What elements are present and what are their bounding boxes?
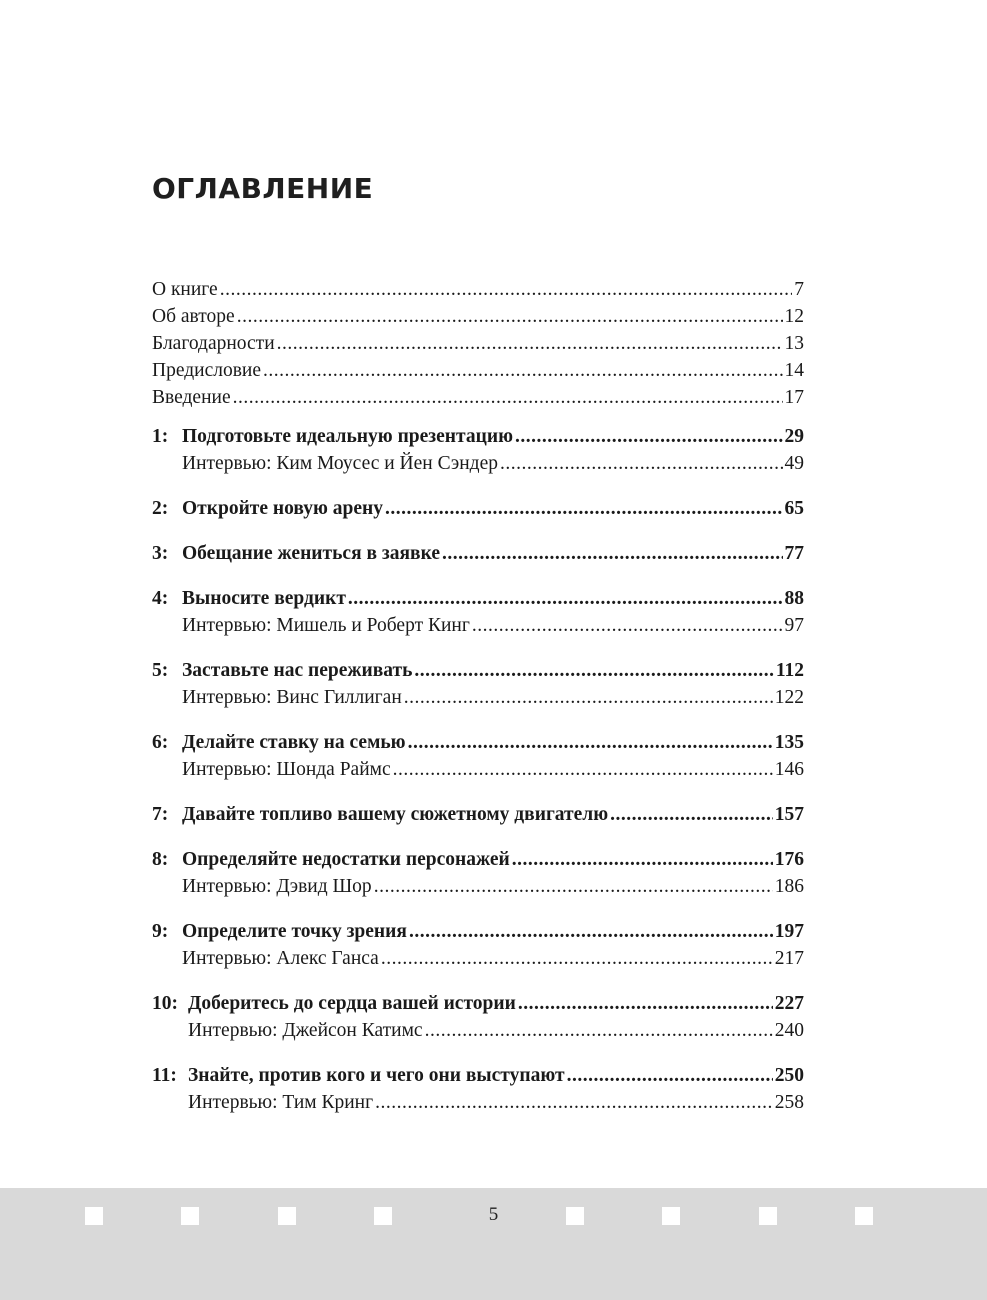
chapter-group: [152, 423, 804, 477]
chapter-number: 5:: [152, 660, 169, 681]
interview-label: Интервью: Алекс Ганса: [182, 948, 379, 969]
chapter-number: 8:: [152, 849, 169, 870]
interview-label: Интервью: Дэвид Шор: [182, 876, 372, 897]
chapter-group: [152, 801, 804, 828]
interview-page: 146: [774, 759, 804, 780]
chapter-page: 112: [775, 660, 804, 681]
chapter-entry[interactable]: [152, 423, 804, 450]
chapter-page: 176: [774, 849, 804, 870]
dot-leader: [425, 1017, 773, 1044]
dot-leader: [408, 729, 773, 756]
table-of-contents: [152, 276, 804, 1116]
dot-leader: [381, 945, 773, 972]
chapter-number: 1:: [152, 426, 169, 447]
page-title: ОГЛАВЛЕНИЕ: [152, 172, 374, 205]
chapter-page: 65: [784, 498, 804, 519]
chapter-number: 2:: [152, 498, 169, 519]
chapter-group: [152, 657, 804, 711]
chapter-number: 4:: [152, 588, 169, 609]
chapter-group: [152, 729, 804, 783]
interview-page: 240: [774, 1020, 804, 1041]
chapter-title: Выносите вердикт: [182, 588, 346, 609]
chapter-number: 6:: [152, 732, 169, 753]
interview-entry[interactable]: [152, 756, 804, 783]
dot-leader: [518, 990, 773, 1017]
chapter-entry[interactable]: [152, 801, 804, 828]
footer-square-icon: [759, 1207, 777, 1225]
dot-leader: [472, 612, 783, 639]
dot-leader: [385, 495, 782, 522]
chapter-title: Делайте ставку на семью: [182, 732, 406, 753]
interview-entry[interactable]: [152, 873, 804, 900]
chapter-page: 135: [774, 732, 804, 753]
chapter-entry[interactable]: [152, 540, 804, 567]
toc-entry-page: 12: [784, 306, 804, 327]
chapter-title: Заставьте нас переживать: [182, 660, 413, 681]
chapter-entry[interactable]: [152, 990, 804, 1017]
interview-label: Интервью: Ким Моусес и Йен Сэндер: [182, 453, 498, 474]
dot-leader: [393, 756, 773, 783]
interview-page: 49: [784, 453, 804, 474]
chapter-page: 157: [774, 804, 804, 825]
toc-entry-label: Введение: [152, 387, 231, 408]
chapter-page: 227: [774, 993, 804, 1014]
toc-entry-page: 13: [784, 333, 804, 354]
dot-leader: [348, 585, 783, 612]
chapter-title: Определите точку зрения: [182, 921, 407, 942]
dot-leader: [220, 276, 793, 303]
chapter-group: [152, 495, 804, 522]
footer-band: [0, 1188, 987, 1300]
toc-entry[interactable]: [152, 357, 804, 384]
chapter-group: [152, 918, 804, 972]
chapter-title: Обещание жениться в заявке: [182, 543, 440, 564]
chapter-group: [152, 540, 804, 567]
front-matter: [152, 276, 804, 411]
chapter-title: Подготовьте идеальную презентацию: [182, 426, 513, 447]
chapter-entry[interactable]: [152, 657, 804, 684]
toc-entry-label: О книге: [152, 279, 218, 300]
chapter-title: Доберитесь до сердца вашей истории: [188, 993, 516, 1014]
interview-entry[interactable]: [152, 612, 804, 639]
interview-entry[interactable]: [152, 945, 804, 972]
toc-entry-page: 17: [784, 387, 804, 408]
toc-entry[interactable]: [152, 303, 804, 330]
chapter-entry[interactable]: [152, 918, 804, 945]
chapter-number: 11:: [152, 1065, 177, 1086]
interview-label: Интервью: Джейсон Катимс: [188, 1020, 423, 1041]
dot-leader: [610, 801, 773, 828]
dot-leader: [409, 918, 773, 945]
dot-leader: [500, 450, 783, 477]
chapter-entry[interactable]: [152, 846, 804, 873]
chapter-title: Откройте новую арену: [182, 498, 384, 519]
interview-label: Интервью: Винс Гиллиган: [182, 687, 402, 708]
interview-entry[interactable]: [152, 684, 804, 711]
toc-entry[interactable]: [152, 384, 804, 411]
chapter-entry[interactable]: [152, 585, 804, 612]
chapter-page: 29: [784, 426, 804, 447]
toc-entry[interactable]: [152, 276, 804, 303]
dot-leader: [567, 1062, 773, 1089]
chapter-entry[interactable]: [152, 729, 804, 756]
chapter-title: Знайте, против кого и чего они выступают: [188, 1065, 565, 1086]
toc-entry-page: 14: [784, 360, 804, 381]
interview-page: 258: [774, 1092, 804, 1113]
dot-leader: [442, 540, 783, 567]
interview-page: 217: [774, 948, 804, 969]
chapter-number: 10:: [152, 993, 178, 1014]
chapter-group: [152, 846, 804, 900]
chapter-group: [152, 990, 804, 1044]
chapter-entry[interactable]: [152, 495, 804, 522]
dot-leader: [515, 423, 783, 450]
dot-leader: [404, 684, 773, 711]
chapter-group: [152, 1062, 804, 1116]
interview-label: Интервью: Мишель и Роберт Кинг: [182, 615, 470, 636]
footer-square-icon: [662, 1207, 680, 1225]
chapter-number: 9:: [152, 921, 169, 942]
dot-leader: [233, 384, 783, 411]
page-number: 5: [488, 1204, 499, 1225]
chapter-title: Давайте топливо вашему сюжетному двигателю: [182, 804, 609, 825]
interview-label: Интервью: Тим Кринг: [188, 1092, 374, 1113]
footer-square-icon: [855, 1207, 873, 1225]
chapter-number: 7:: [152, 804, 169, 825]
chapter-title: Определяйте недостатки персонажей: [182, 849, 510, 870]
chapter-page: 250: [774, 1065, 804, 1086]
interview-label: Интервью: Шонда Раймс: [182, 759, 391, 780]
toc-entry-label: Предисловие: [152, 360, 262, 381]
chapter-entry[interactable]: [152, 1062, 804, 1089]
toc-entry-page: 7: [794, 279, 804, 300]
dot-leader: [512, 846, 773, 873]
interview-page: 186: [774, 876, 804, 897]
dot-leader: [374, 873, 773, 900]
toc-entry-label: Об авторе: [152, 306, 235, 327]
interview-entry[interactable]: [152, 1089, 804, 1116]
dot-leader: [277, 330, 783, 357]
chapter-number: 3:: [152, 543, 169, 564]
interview-entry[interactable]: [152, 450, 804, 477]
dot-leader: [375, 1089, 773, 1116]
dot-leader: [414, 657, 773, 684]
dot-leader: [237, 303, 783, 330]
toc-entry-label: Благодарности: [152, 333, 275, 354]
footer-square-icon: [566, 1207, 584, 1225]
chapter-group: [152, 585, 804, 639]
toc-entry[interactable]: [152, 330, 804, 357]
chapter-page: 197: [774, 921, 804, 942]
interview-page: 122: [774, 687, 804, 708]
dot-leader: [263, 357, 782, 384]
chapter-page: 77: [784, 543, 804, 564]
interview-page: 97: [784, 615, 804, 636]
interview-entry[interactable]: [152, 1017, 804, 1044]
chapter-page: 88: [784, 588, 804, 609]
